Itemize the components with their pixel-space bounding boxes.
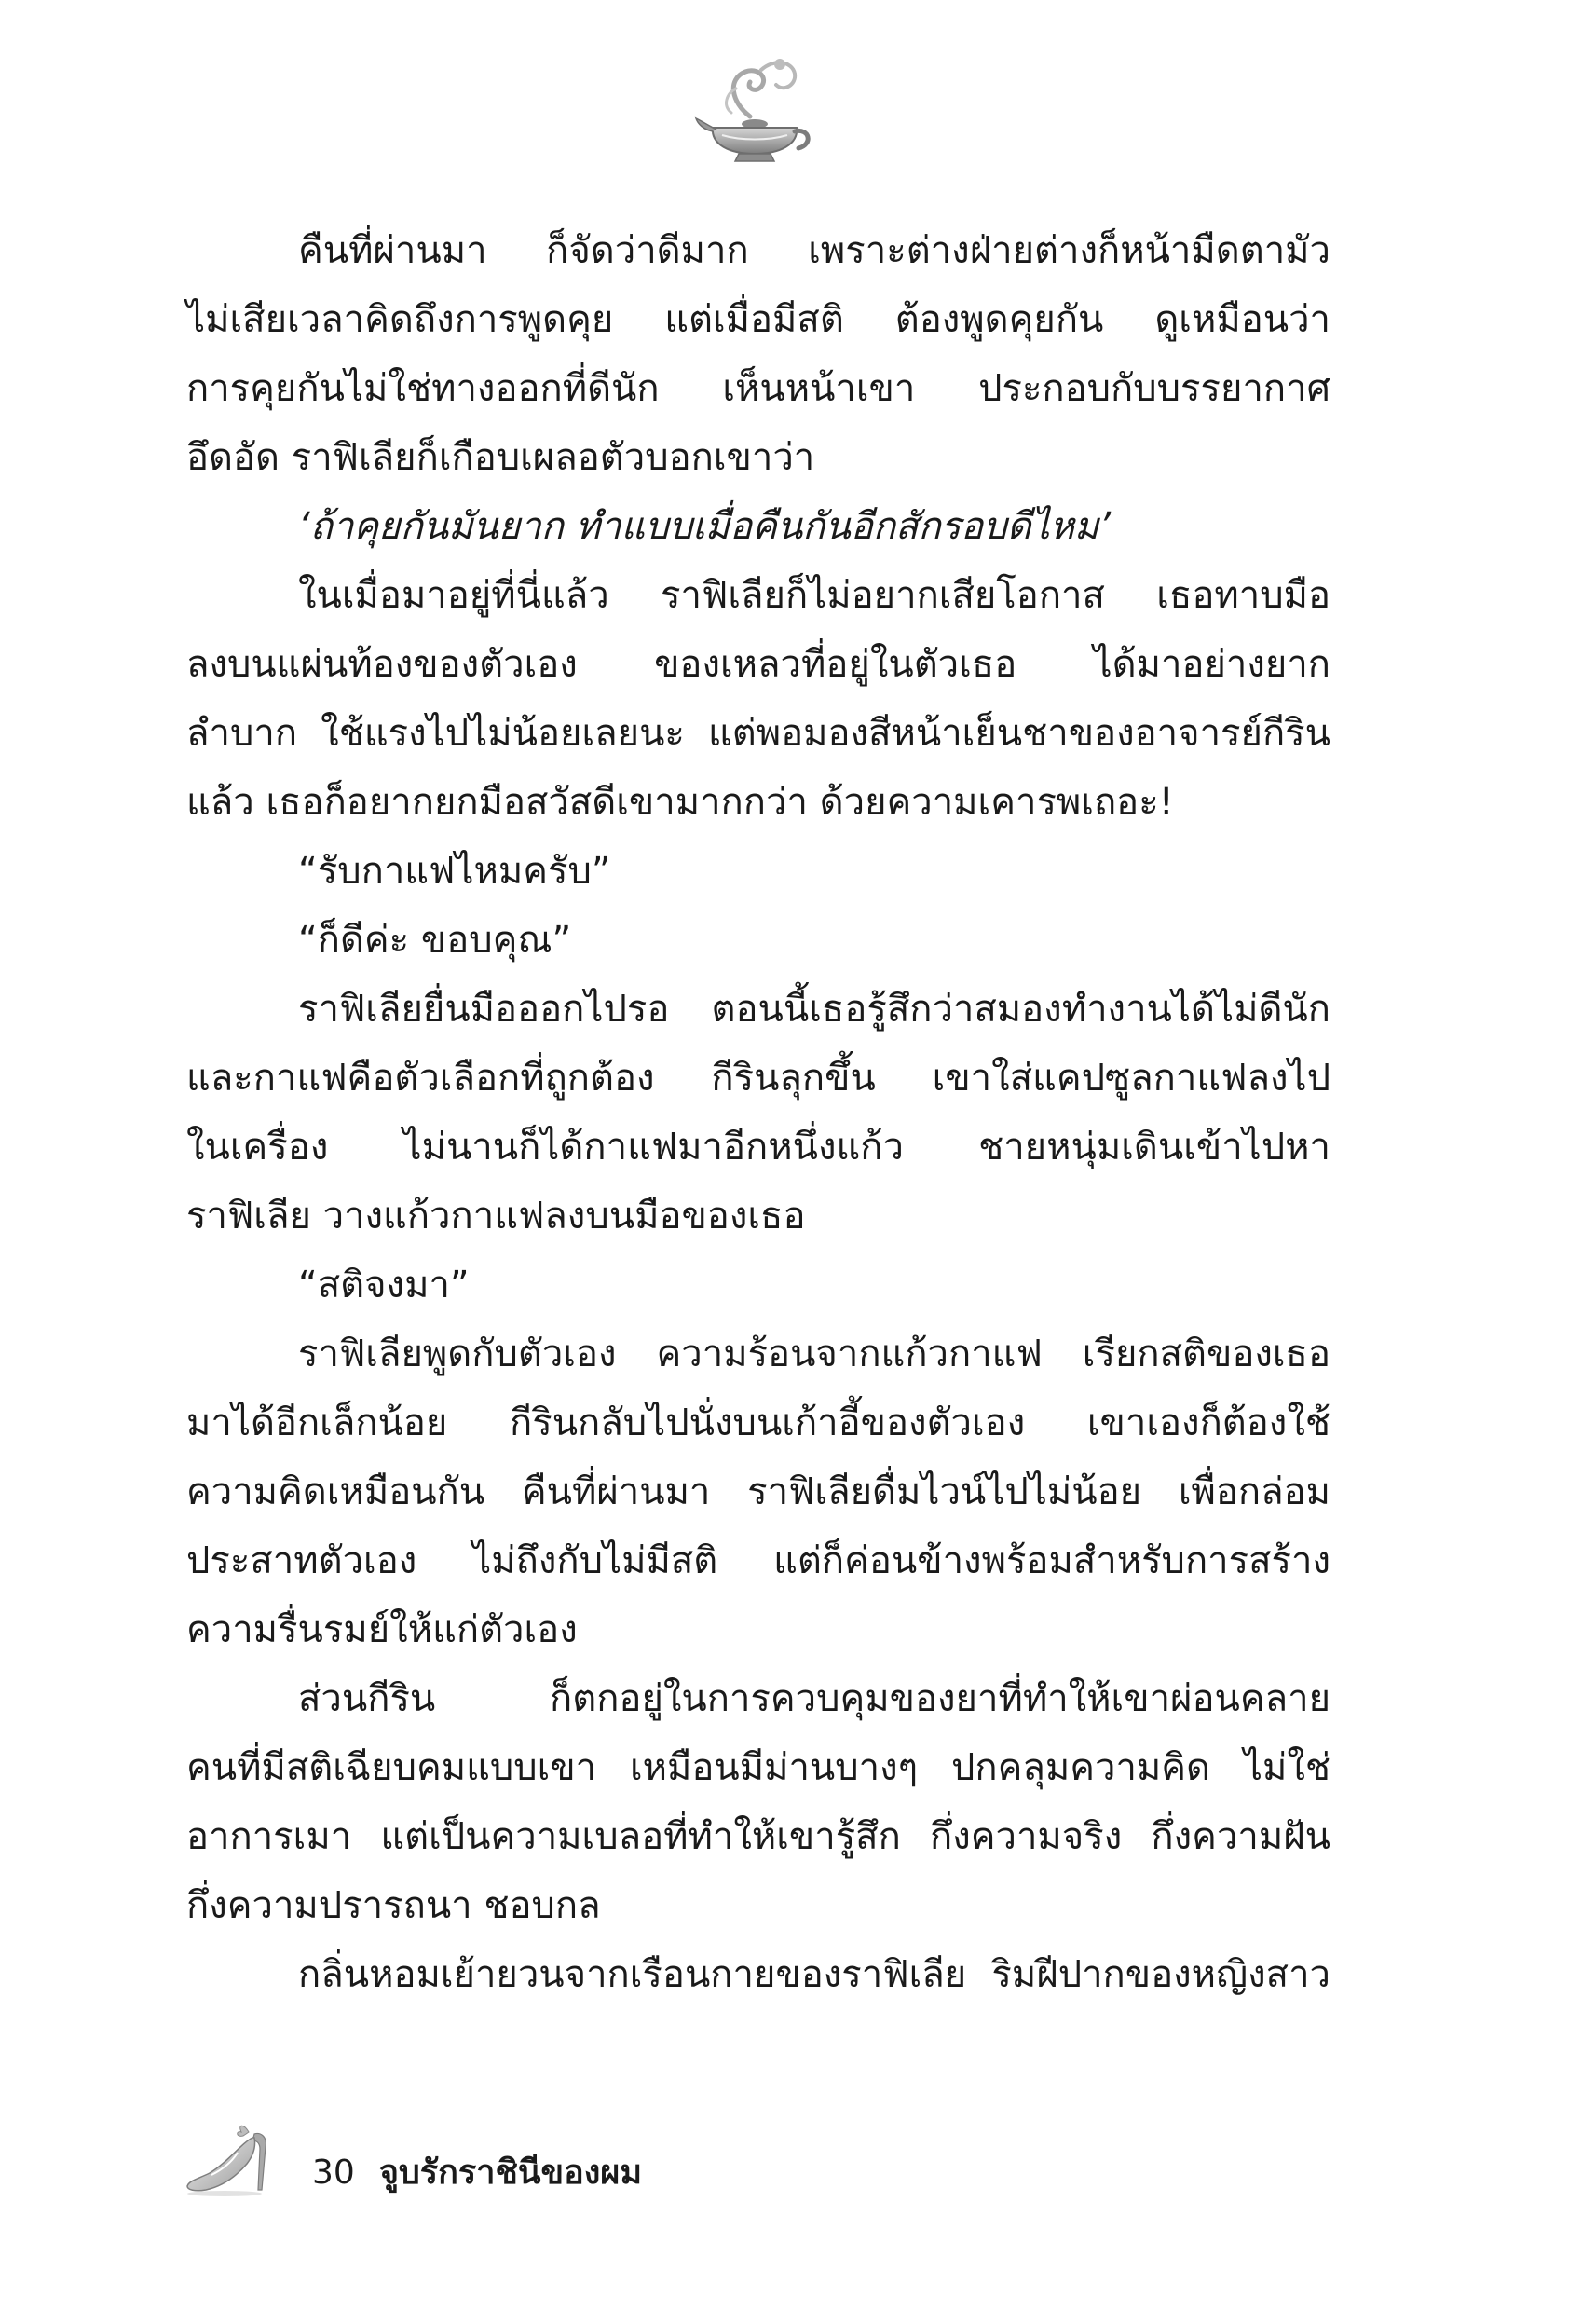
text-line: ไม่เสียเวลาคิดถึงการพูดคุย แต่เมื่อมีสติ ต้องพูดคุยกัน ดูเหมือนว่า	[186, 298, 1330, 341]
text-line: ในเครื่อง ไม่นานก็ได้กาแฟมาอีกหนึ่งแก้ว ชายหนุ่มเดินเข้าไปหา	[186, 1126, 1330, 1169]
text-line: ความรื่นรมย์ให้แก่ตัวเอง	[186, 1608, 578, 1651]
text-line: “รับกาแฟไหมครับ”	[298, 850, 611, 893]
footer-label	[312, 2145, 642, 2198]
text-line: การคุยกันไม่ใช่ทางออกที่ดีนัก เห็นหน้าเขา ประกอบกับบรรยากาศ	[186, 367, 1330, 410]
text-line: กลิ่นหอมเย้ายวนจากเรือนกายของราฟิเลีย ริมฝีปากของหญิงสาว	[298, 1953, 1330, 1996]
text-line: ส่วนกีริน ก็ตกอยู่ในการควบคุมของยาที่ทำให้เขาผ่อนคลาย	[298, 1677, 1330, 1720]
text-line: คืนที่ผ่านมา ก็จัดว่าดีมาก เพราะต่างฝ่ายต่างก็หน้ามืดตามัว	[298, 229, 1330, 272]
text-line: “สติจงมา”	[298, 1264, 470, 1306]
text-line: “ก็ดีค่ะ ขอบคุณ”	[298, 919, 572, 962]
text-line: และกาแฟคือตัวเลือกที่ถูกต้อง กีรินลุกขึ้น เขาใส่แคปซูลกาแฟลงไป	[186, 1057, 1330, 1100]
text-line: คนที่มีสติเฉียบคมแบบเขา เหมือนมีม่านบางๆ ปกคลุมความคิด ไม่ใช่	[186, 1746, 1330, 1789]
text-line: อาการเมา แต่เป็นความเบลอที่ทำให้เขารู้สึก กึ่งความจริง กึ่งความฝัน	[186, 1815, 1330, 1858]
text-line: ราฟิเลียพูดกับตัวเอง ความร้อนจากแก้วกาแฟ เรียกสติของเธอ	[298, 1333, 1330, 1375]
text-line: ราฟิเลีย วางแก้วกาแฟลงบนมือของเธอ	[186, 1195, 806, 1238]
book-title: จูบรักราชินีของผม	[378, 2154, 643, 2192]
text-line: ประสาทตัวเอง ไม่ถึงกับไม่มีสติ แต่ก็ค่อนข้างพร้อมสำหรับการสร้าง	[186, 1539, 1330, 1582]
page-footer	[182, 2115, 741, 2199]
genie-lamp-icon	[694, 51, 815, 168]
text-line: ความคิดเหมือนกัน คืนที่ผ่านมา ราฟิเลียดื่มไวน์ไปไม่น้อย เพื่อกล่อม	[186, 1470, 1330, 1513]
glass-slipper-icon	[182, 2115, 284, 2199]
page-number: 30	[312, 2154, 355, 2192]
text-line: ลงบนแผ่นท้องของตัวเอง ของเหลวที่อยู่ในตัวเธอ ได้มาอย่างยาก	[186, 643, 1330, 686]
text-line: กึ่งความปรารถนา ชอบกล	[186, 1884, 601, 1927]
body-text	[186, 216, 1330, 2009]
text-line: อึดอัด ราฟิเลียก็เกือบเผลอตัวบอกเขาว่า	[186, 436, 815, 479]
text-line: มาได้อีกเล็กน้อย กีรินกลับไปนั่งบนเก้าอี้ของตัวเอง เขาเองก็ต้องใช้	[186, 1402, 1330, 1444]
text-line: ลำบาก ใช้แรงไปไม่น้อยเลยนะ แต่พอมองสีหน้าเย็นชาของอาจารย์กีริน	[186, 712, 1330, 755]
text-line: ราฟิเลียยื่นมือออกไปรอ ตอนนี้เธอรู้สึกว่าสมองทำงานได้ไม่ดีนัก	[298, 988, 1330, 1031]
text-line: ‘ถ้าคุยกันมันยาก ทำแบบเมื่อคืนกันอีกสักรอบดีไหม’	[298, 505, 1112, 548]
text-line: ในเมื่อมาอยู่ที่นี่แล้ว ราฟิเลียก็ไม่อยากเสียโอกาส เธอทาบมือ	[298, 574, 1330, 617]
text-line: แล้ว เธอก็อยากยกมือสวัสดีเขามากกว่า ด้วยความเคารพเถอะ!	[186, 781, 1174, 824]
